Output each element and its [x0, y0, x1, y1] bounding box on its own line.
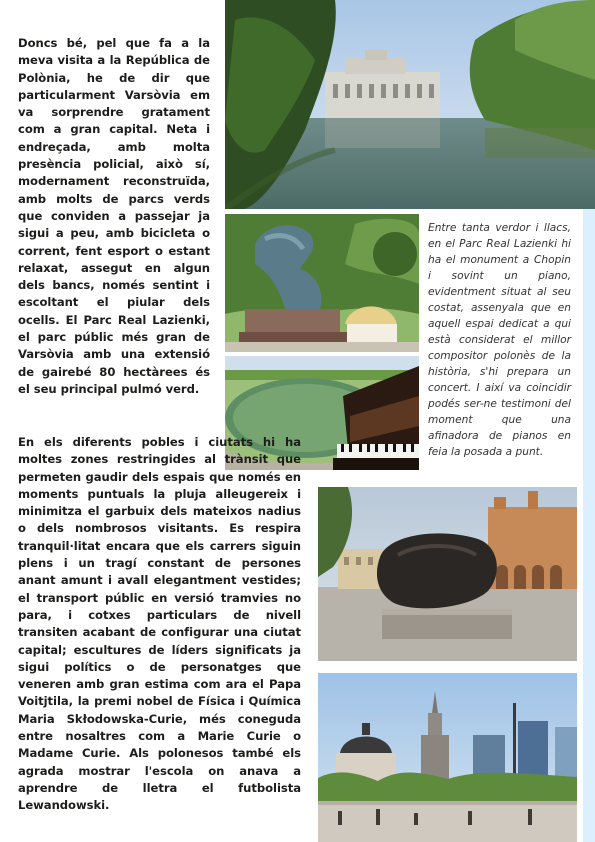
palace-on-water-photo [225, 0, 595, 209]
photo-caption: Entre tanta verdor i llacs, en el Parc Real Lazienki hi ha el monument a Chopin i sovint un piano, evidentment situat al seu costat, assenyala que en aquell espai dedicat a qui està considerat el millor compositor polonès de la història, s'hi prepara un concert. I així va coincidir podés ser-ne testimoni del moment que una afinadora de pianos en feia la posada a punt. [428, 222, 571, 458]
article-paragraph-2: En els diferents pobles i ciutats hi ha moltes zones restringides al trànsit que permeten gaudir dels espais que només en moments puntuals la pluja alleugereix i minimitza el garbuix dels mateixos nadius o dels nombrosos visitants. Es respira tranquil·litat encara que els carrers siguin plens i un tragí constant de persones anant amunt i avall elegantment vestides; el transport públic en versió tramvies no para, i cotxes particulars de nivell transiten acabant de configurar una ciutat capital; escultures de líders significats ja sigui polítics o de personatges que veneren amb gran estima com ara el Papa Voitjtila, la premi nobel de Física i Química Maria Skłodowska-Curie, més coneguda entre nosaltres com a Marie Curie o Madame Curie. Als polonesos també els agrada mostrar l'escola on anava a aprendre de lletra el futbolista Lewandowski. [18, 435, 301, 813]
warsaw-skyline-photo [318, 673, 577, 842]
head-sculpture-square-photo [318, 487, 577, 661]
article-paragraph-1: Doncs bé, pel que fa a la meva visita a la República de Polònia, he de dir que particularment Varsòvia em va sorprendre gratament com a gran capital. Neta i endreçada, amb molta presència policial, això sí, modernament reconstruïda, amb molts de parcs verds que conviden a passejar ja sigui a peu, amb bicicleta o corrent, fent esport o estant relaxat, assegut en algun dels bancs, només sentint i escoltant el piular dels ocells. El Parc Real Lazienki, el parc públic més gran de Varsòvia amb una extensió de gairebé 80 hectàrees és el seu principal pulmó verd. [18, 36, 210, 396]
chopin-monument-photo [225, 214, 419, 352]
